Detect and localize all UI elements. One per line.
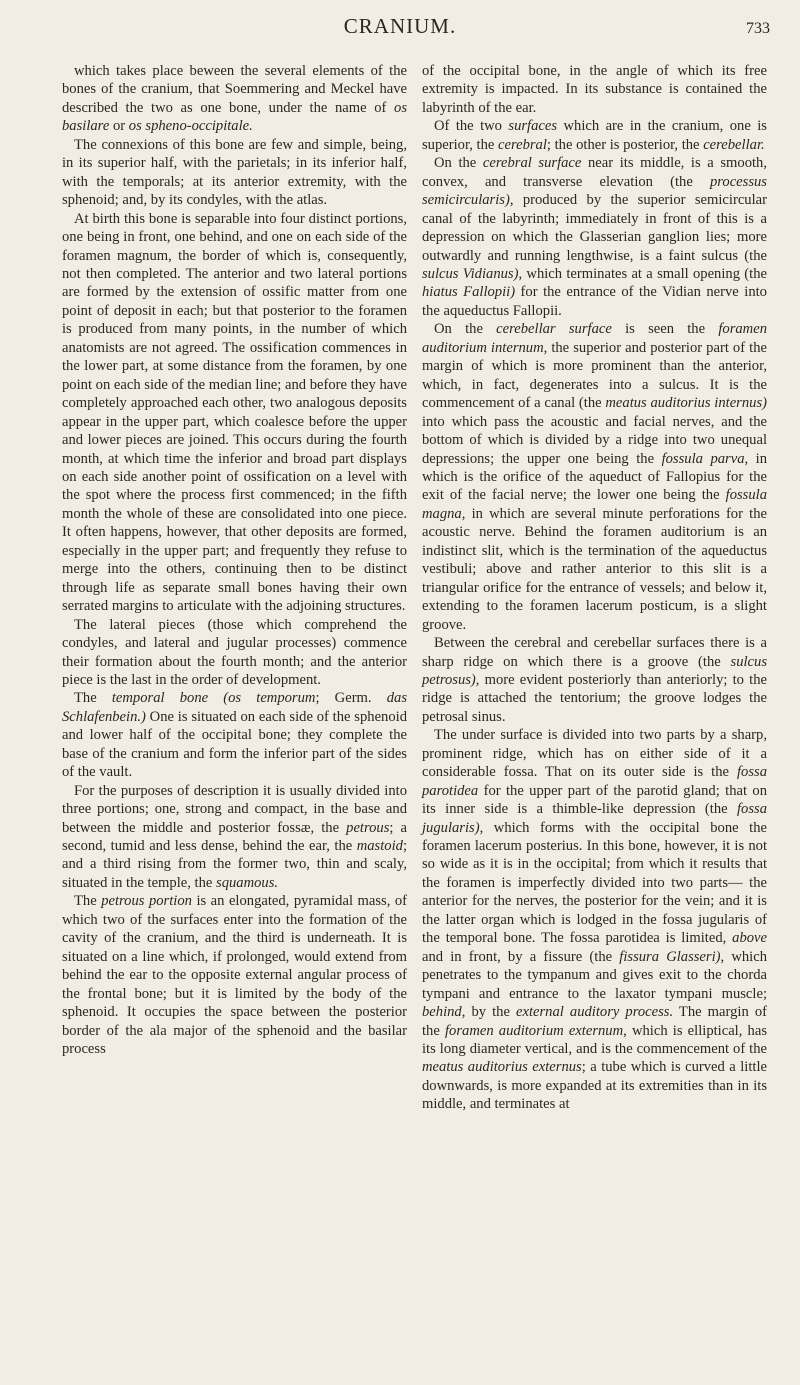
paragraph: Between the cerebral and cerebellar surfaces there is a sharp ridge on which there is a groove (the sulcus petrosus), more evident posteriorly than anteriorly; to the ridge is attached the tentorium; the groove lodges the petrosal sinus. <box>422 635 767 725</box>
right-column <box>422 62 767 1114</box>
paragraph: The lateral pieces (those which comprehend the condyles, and lateral and jugular processes) commence their formation about the fourth month; and the anterior piece is the last in the order of development. <box>62 616 407 688</box>
paragraph: On the cerebral surface near its middle, is a smooth, convex, and transverse elevation (the processus semicircularis), produced by the superior semicircular canal of the labyrinth; immediately in front of this is a depression on which the Glasserian ganglion lies; more outwardly and running lengthwise, is a faint sulcus (the sulcus Vidianus), which terminates at a small opening (the hiatus Fallopii) for the entrance of the Vidian nerve into the aqueductus Fallopii. <box>422 155 767 319</box>
paragraph: The temporal bone (os temporum; Germ. das Schlafenbein.) One is situated on each side of the sphenoid and lower half of the occipital bone; they complete the base of the cranium and form the inferior part of the sides of the vault. <box>62 690 407 781</box>
paragraph: The under surface is divided into two parts by a sharp, prominent ridge, which has on either side of it a considerable fossa. That on its outer side is the fossa parotidea for the upper part of the parotid gland; that on its inner side is a thimble-like depression (the fossa jugularis), which forms with the occipital bone the foramen lacerum posterius. In this bone, however, it is not so wide as it is in the occipital; from which it results that the foramen is imperfectly divided into two parts— the anterior for the nerves, the posterior for the vein; and it is the latter organ which is lodged in the fossa jugularis of the temporal bone. The fossa parotidea is limited, above and in front, by a fissure (the fissura Glasseri), which penetrates to the tympanum and gives exit to the chorda tympani and entrance to the laxator tympani muscle; behind, by the external auditory process. The margin of the foramen auditorium externum, which is elliptical, has its long diameter vertical, and is the commencement of the meatus auditorius externus; a tube which is curved a little downwards, is more expanded at its extremities than in its middle, and terminates at <box>422 727 767 1113</box>
page-number: 733 <box>746 20 770 37</box>
paragraph: of the occipital bone, in the angle of which its free extremity is impacted. In its substance is contained the labyrinth of the ear. <box>422 63 767 116</box>
paragraph: At birth this bone is separable into four distinct portions, one being in front, one behind, and one on each side of the foramen magnum, the border of which is, consequently, not then completed. The anterior and two lateral portions are formed by the extension of ossific matter from one point of deposit in each; but that posterior to the foramen is produced from many points, in the number of which anatomists are not agreed. The ossification commences in the lower part, at some distance from the foramen, by one point on each side of the median line; and before they have completely approached each other, two analogous deposits appear in the upper part, which coalesce before the upper and lower pieces are joined. This occurs during the fourth month, at which time the inferior and broad part displays on each side another point of ossification on a level with the spot where the process first commenced; in the fifth month the whole of these are consolidated into one piece. It often happens, however, that other deposits are formed, especially in the upper part; and frequently they refuse to merge into the others, continuing then to be distinct through life as separate small bones having their own serrated margins to articulate with the adjoining structures. <box>62 210 407 615</box>
left-column <box>62 62 407 1058</box>
paragraph: The connexions of this bone are few and simple, being, in its superior half, with the parietals; in its inferior half, with the temporals; at its anterior extremity, with the sphenoid; and, by its condyles, with the atlas. <box>62 136 407 209</box>
paragraph: On the cerebellar surface is seen the foramen auditorium internum, the superior and posterior part of the margin of which is more prominent than the anterior, which, in fact, degenerates into a sulcus. It is the commencement of a canal (the meatus auditorius internus) into which pass the acoustic and facial nerves, and the bottom of which is divided by a ridge into two unequal depressions; the upper one being the fossula parva, in which is the orifice of the aqueduct of Fallopius for the exit of the facial nerve; the lower one being the fossula magna, in which are several minute perforations for the acoustic nerve. Behind the foramen auditorium is an indistinct slit, which is the termination of the aqueductus vestibuli; above and rather anterior to this slit is a triangular orifice for the entrance of vessels; and below it, extending to the foramen lacerum posticum, is a slight groove. <box>422 321 768 633</box>
paragraph: The petrous portion is an elongated, pyramidal mass, of which two of the surfaces enter into the formation of the cavity of the cranium, and the third is underneath. It is situated on a line which, if prolonged, would extend from behind the ear to the opposite external angular process of the frontal bone; but it is limited by the body of the sphenoid. It occupies the space between the posterior border of the ala major of the sphenoid and the basilar process <box>62 893 408 1058</box>
paragraph: which takes place beween the several elements of the bones of the cranium, that Soemmering and Meckel have described the two as one bone, under the name of os basilare or os spheno-occipitale. <box>62 63 407 135</box>
paragraph: Of the two surfaces which are in the cranium, one is superior, the cerebral; the other is posterior, the cerebellar. <box>422 118 767 153</box>
running-head: CRANIUM. <box>343 14 457 38</box>
paragraph: For the purposes of description it is usually divided into three portions; one, strong and compact, in the base and between the middle and posterior fossæ, the petrous; a second, tumid and less dense, behind the ear, the mastoid; and a third rising from the former two, thin and scaly, situated in the temple, the squamous. <box>62 782 407 891</box>
page-header <box>0 14 800 54</box>
